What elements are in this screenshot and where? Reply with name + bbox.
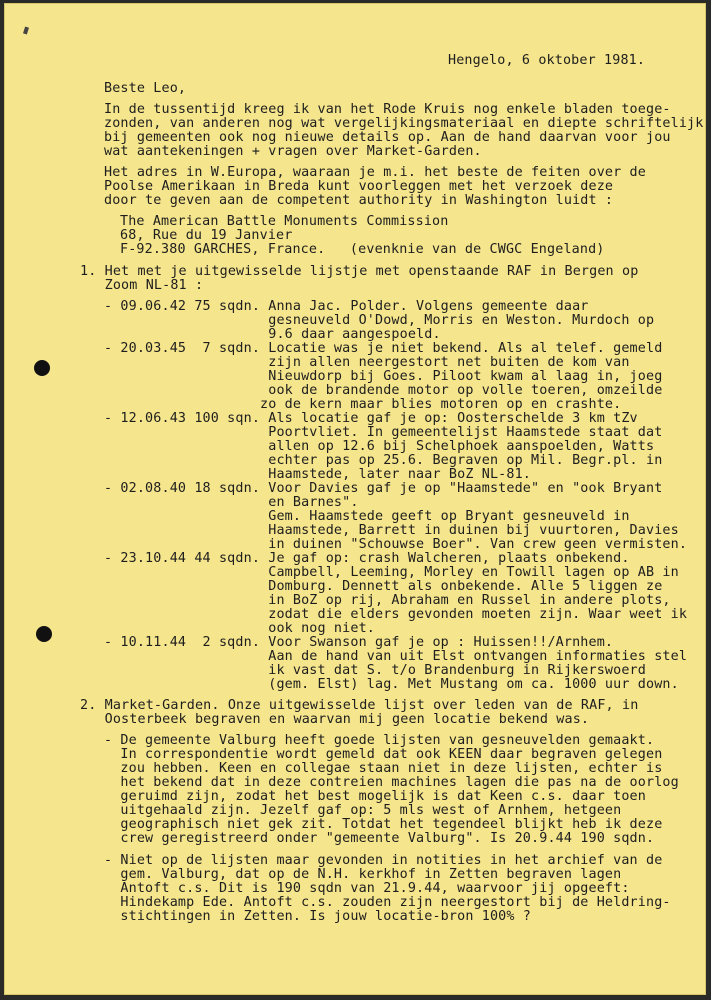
raf-entry-line: allen op 12.6 bij Schelphoek aanspoelden, Watts	[104, 439, 655, 454]
raf-entry-line: in duinen "Schouwse Boer". Van crew geen vermisten.	[104, 537, 688, 552]
raf-entry-line: Campbell, Leeming, Morley en Towill lagen op AB in	[104, 565, 679, 580]
valburg-para-line: het bekend dat in deze contreien machines lagen die pas na de oorlog	[104, 775, 679, 790]
raf-entry-line: - 20.03.45 7 sqdn. Locatie was je niet bekend. Als al telef. gemeld	[104, 341, 663, 356]
zetten-para-line: gem. Valburg, dat op de N.H. kerkhof in Zetten begraven lagen	[104, 867, 622, 882]
address-line: The American Battle Monuments Commission	[120, 214, 449, 229]
intro-line: bij gemeenten ook nog nieuwe details op. Aan de hand daarvan voor jou	[104, 130, 671, 145]
letter-page	[4, 3, 706, 995]
salutation: Beste Leo,	[104, 81, 187, 96]
raf-entry-line: Gem. Haamstede geeft op Bryant gesneuveld in	[104, 509, 630, 524]
raf-entry-line: Domburg. Dennett als onbekende. Alle 5 liggen ze	[104, 579, 663, 594]
intro-line: In de tussentijd kreeg ik van het Rode Kruis nog enkele bladen toege-	[104, 102, 671, 117]
raf-entry-line: ik vast dat S. t/o Brandenburg in Rijkerswoerd	[104, 663, 646, 678]
address-line: 68, Rue du 19 Janvier	[120, 228, 293, 243]
valburg-para-line: - De gemeente Valburg heeft goede lijsten van gesneuvelden gemaakt.	[104, 733, 655, 748]
raf-entry-line: Poortvliet. In gemeentelijst Haamstede staat dat	[104, 425, 663, 440]
valburg-para-line: zou hebben. Keen en collegae staan niet in deze lijsten, echter is	[104, 761, 663, 776]
raf-entry-line: 9.6 daar aangespoeld.	[104, 327, 441, 342]
raf-entry-line: (gem. Elst) lag. Met Mustang om ca. 1000 uur down.	[104, 677, 679, 692]
raf-entry-line: gesneuveld O'Dowd, Morris en Weston. Murdoch op	[104, 313, 655, 328]
raf-entry-line: - 12.06.43 100 sqn. Als locatie gaf je op: Oosterschelde 3 km tZv	[104, 411, 638, 426]
raf-entry-line: echter pas op 25.6. Begraven op Mil. Begr.pl. in	[104, 453, 663, 468]
place-date: Hengelo, 6 oktober 1981.	[448, 53, 646, 68]
address-line: F-92.380 GARCHES, France. (evenknie van de CWGC Engeland)	[120, 242, 605, 257]
raf-entry-line: Nieuwdorp bij Goes. Piloot kwam al laag in, joeg	[104, 369, 663, 384]
address-intro-line: door te geven aan de competent authority in Washington luidt :	[104, 193, 614, 208]
zetten-para-line: Hindekamp Ede. Antoft c.s. zouden zijn neergestort bij de Heldring-	[104, 895, 671, 910]
pen-mark	[23, 27, 29, 35]
valburg-para-line: uitgehaald zijn. Jezelf gaf op: 5 mls west of Arnhem, hetgeen	[104, 803, 622, 818]
raf-entry-line: Aan de hand van uit Elst ontvangen informaties stel	[104, 649, 688, 664]
raf-entry-line: zo de kern maar blies motoren op en crashte.	[104, 397, 622, 412]
raf-entry-line: ook de brandende motor op volle toeren, omzeilde	[104, 383, 663, 398]
punch-hole-top	[34, 360, 50, 376]
raf-entry-line: - 10.11.44 2 sqdn. Voor Swanson gaf je op : Huissen!!/Arnhem.	[104, 635, 614, 650]
zetten-para-line: Antoft c.s. Dit is 190 sqdn van 21.9.44, waarvoor jij opgeeft:	[104, 881, 630, 896]
valburg-para-line: crew geregistreerd onder "gemeente Valburg". Is 20.9.44 190 sqdn.	[104, 831, 655, 846]
zetten-para-line: - Niet op de lijsten maar gevonden in notities in het archief van de	[104, 853, 663, 868]
item2-header: 2. Market-Garden. Onze uitgewisselde lijst over leden van de RAF, in	[80, 698, 639, 713]
address-intro-line: Poolse Amerikaan in Breda kunt voorleggen met het verzoek deze	[104, 179, 614, 194]
intro-line: zonden, van anderen nog wat vergelijkingsmateriaal en diepte schriftelijk	[104, 116, 704, 131]
raf-entry-line: zodat die elders gevonden moeten zijn. Waar weet ik	[104, 607, 688, 622]
valburg-para-line: geographisch niet gek zit. Totdat het tegendeel blijkt heb ik deze	[104, 817, 663, 832]
item1-header: Zoom NL-81 :	[80, 278, 204, 293]
raf-entry-line: - 09.06.42 75 sqdn. Anna Jac. Polder. Volgens gemeente daar	[104, 299, 589, 314]
raf-entry-line: - 23.10.44 44 sqdn. Je gaf op: crash Walcheren, plaats onbekend.	[104, 551, 630, 566]
raf-entry-line: Haamstede, Barrett in duinen bij vuurtoren, Davies	[104, 523, 679, 538]
zetten-para-line: stichtingen in Zetten. Is jouw locatie-bron 100% ?	[104, 909, 532, 924]
raf-entry-line: Haamstede, later naar BoZ NL-81.	[104, 467, 532, 482]
raf-entry-line: - 02.08.40 18 sqdn. Voor Davies gaf je op "Haamstede" en "ook Bryant	[104, 481, 663, 496]
item1-header: 1. Het met je uitgewisselde lijstje met openstaande RAF in Bergen op	[80, 264, 639, 279]
item2-header: Oosterbeek begraven en waarvan mij geen locatie bekend was.	[80, 712, 590, 727]
raf-entry-line: zijn allen neergestort net buiten de kom van	[104, 355, 630, 370]
raf-entry-line: in BoZ op rij, Abraham en Russel in andere plots,	[104, 593, 671, 608]
punch-hole-bottom	[36, 626, 52, 642]
valburg-para-line: In correspondentie wordt gemeld dat ook KEEN daar begraven gelegen	[104, 747, 663, 762]
intro-line: wat aantekeningen + vragen over Market-Garden.	[104, 144, 482, 159]
raf-entry-line: ook nog niet.	[104, 621, 375, 636]
address-intro-line: Het adres in W.Europa, waaraan je m.i. het beste de feiten over de	[104, 165, 646, 180]
raf-entry-line: en Barnes".	[104, 495, 359, 510]
valburg-para-line: geruimd zijn, zodat het best mogelijk is dat Keen c.s. daar toen	[104, 789, 646, 804]
